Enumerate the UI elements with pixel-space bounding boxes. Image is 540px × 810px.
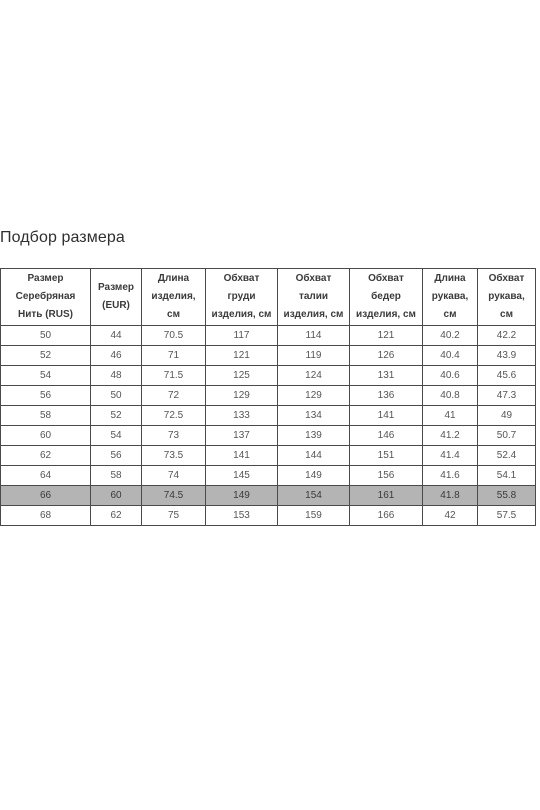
column-header <box>142 269 206 326</box>
table-cell: 41.2 <box>423 426 478 446</box>
table-cell: 40.4 <box>423 346 478 366</box>
table-cell: 46 <box>91 346 142 366</box>
column-header-line: Длина <box>434 273 466 284</box>
table-cell: 54 <box>1 366 91 386</box>
table-cell: 70.5 <box>142 326 206 346</box>
column-header-line: Нить (RUS) <box>18 309 73 320</box>
table-cell: 54 <box>91 426 142 446</box>
column-header-line: Обхват <box>368 273 404 284</box>
table-cell: 41.8 <box>423 486 478 506</box>
table-cell: 161 <box>350 486 423 506</box>
table-cell: 47.3 <box>478 386 536 406</box>
table-cell: 57.5 <box>478 506 536 526</box>
column-header-line: изделия, см <box>283 309 344 320</box>
table-cell: 156 <box>350 466 423 486</box>
table-cell: 58 <box>91 466 142 486</box>
table-cell: 40.8 <box>423 386 478 406</box>
table-cell: 74 <box>142 466 206 486</box>
column-header-line: изделия, см <box>356 309 416 320</box>
table-cell: 141 <box>206 446 278 466</box>
column-header <box>278 269 350 326</box>
table-cell: 149 <box>206 486 278 506</box>
table-cell: 42 <box>423 506 478 526</box>
table-cell: 153 <box>206 506 278 526</box>
table-cell: 154 <box>278 486 350 506</box>
column-header-line: бедер <box>371 291 401 302</box>
table-cell: 50 <box>1 326 91 346</box>
column-header-line: Серебряная <box>15 291 76 302</box>
column-header-line: (EUR) <box>102 300 130 311</box>
table-cell: 58 <box>1 406 91 426</box>
table-cell: 73 <box>142 426 206 446</box>
table-row <box>1 446 536 466</box>
table-cell: 137 <box>206 426 278 446</box>
table-cell: 45.6 <box>478 366 536 386</box>
column-header-line: см <box>167 309 180 320</box>
table-cell: 166 <box>350 506 423 526</box>
table-cell: 125 <box>206 366 278 386</box>
table-cell: 75 <box>142 506 206 526</box>
table-row <box>1 486 536 506</box>
table-row <box>1 466 536 486</box>
table-cell: 40.2 <box>423 326 478 346</box>
table-cell: 131 <box>350 366 423 386</box>
column-header-line: Обхват <box>488 273 525 284</box>
table-cell: 117 <box>206 326 278 346</box>
column-header <box>1 269 91 326</box>
table-cell: 62 <box>1 446 91 466</box>
column-header <box>423 269 478 326</box>
table-cell: 159 <box>278 506 350 526</box>
column-header-line: рукава, <box>431 291 469 302</box>
page-title: Подбор размера <box>0 229 125 246</box>
table-body <box>1 326 536 526</box>
column-header <box>206 269 278 326</box>
table-cell: 52 <box>91 406 142 426</box>
table-cell: 52.4 <box>478 446 536 466</box>
column-header-line: см <box>500 309 513 320</box>
table-cell: 43.9 <box>478 346 536 366</box>
table-cell: 136 <box>350 386 423 406</box>
column-header-line: изделия, см <box>211 309 272 320</box>
table-cell: 64 <box>1 466 91 486</box>
table-cell: 74.5 <box>142 486 206 506</box>
table-cell: 149 <box>278 466 350 486</box>
table-row <box>1 506 536 526</box>
table-cell: 71.5 <box>142 366 206 386</box>
column-header <box>91 269 142 326</box>
table-cell: 124 <box>278 366 350 386</box>
table-cell: 56 <box>91 446 142 466</box>
table-cell: 60 <box>91 486 142 506</box>
table-cell: 40.6 <box>423 366 478 386</box>
table-row <box>1 346 536 366</box>
table-row <box>1 366 536 386</box>
table-cell: 54.1 <box>478 466 536 486</box>
column-header-line: груди <box>227 291 256 302</box>
table-cell: 72.5 <box>142 406 206 426</box>
column-header-line: изделия, <box>151 291 196 302</box>
table-cell: 129 <box>278 386 350 406</box>
table-cell: 121 <box>350 326 423 346</box>
table-cell: 55.8 <box>478 486 536 506</box>
table-cell: 42.2 <box>478 326 536 346</box>
table-cell: 151 <box>350 446 423 466</box>
column-header <box>350 269 423 326</box>
column-header-line: Обхват <box>295 273 332 284</box>
size-table <box>0 268 536 526</box>
table-header-row <box>1 269 536 326</box>
table-row <box>1 326 536 346</box>
column-header-line: рукава, <box>488 291 525 302</box>
table-cell: 60 <box>1 426 91 446</box>
table-cell: 145 <box>206 466 278 486</box>
table-cell: 50.7 <box>478 426 536 446</box>
table-cell: 56 <box>1 386 91 406</box>
table-cell: 62 <box>91 506 142 526</box>
table-cell: 133 <box>206 406 278 426</box>
table-cell: 44 <box>91 326 142 346</box>
column-header <box>478 269 536 326</box>
table-cell: 48 <box>91 366 142 386</box>
table-cell: 129 <box>206 386 278 406</box>
table-cell: 144 <box>278 446 350 466</box>
table-cell: 41.4 <box>423 446 478 466</box>
table-cell: 73.5 <box>142 446 206 466</box>
table-cell: 139 <box>278 426 350 446</box>
table-cell: 66 <box>1 486 91 506</box>
table-row <box>1 386 536 406</box>
table-cell: 146 <box>350 426 423 446</box>
column-header-line: см <box>443 309 457 320</box>
table-cell: 41 <box>423 406 478 426</box>
table-row <box>1 426 536 446</box>
column-header-line: талии <box>298 291 329 302</box>
table-cell: 68 <box>1 506 91 526</box>
column-header-line: Длина <box>157 273 190 284</box>
table-cell: 49 <box>478 406 536 426</box>
table-cell: 126 <box>350 346 423 366</box>
table-row <box>1 406 536 426</box>
column-header-line: Обхват <box>223 273 260 284</box>
table-cell: 50 <box>91 386 142 406</box>
table-cell: 141 <box>350 406 423 426</box>
table-cell: 52 <box>1 346 91 366</box>
table-cell: 114 <box>278 326 350 346</box>
table-cell: 41.6 <box>423 466 478 486</box>
table-cell: 72 <box>142 386 206 406</box>
table-cell: 71 <box>142 346 206 366</box>
column-header-line: Размер <box>27 273 64 284</box>
table-cell: 121 <box>206 346 278 366</box>
table-cell: 134 <box>278 406 350 426</box>
column-header-line: Размер <box>97 282 134 293</box>
table-cell: 119 <box>278 346 350 366</box>
